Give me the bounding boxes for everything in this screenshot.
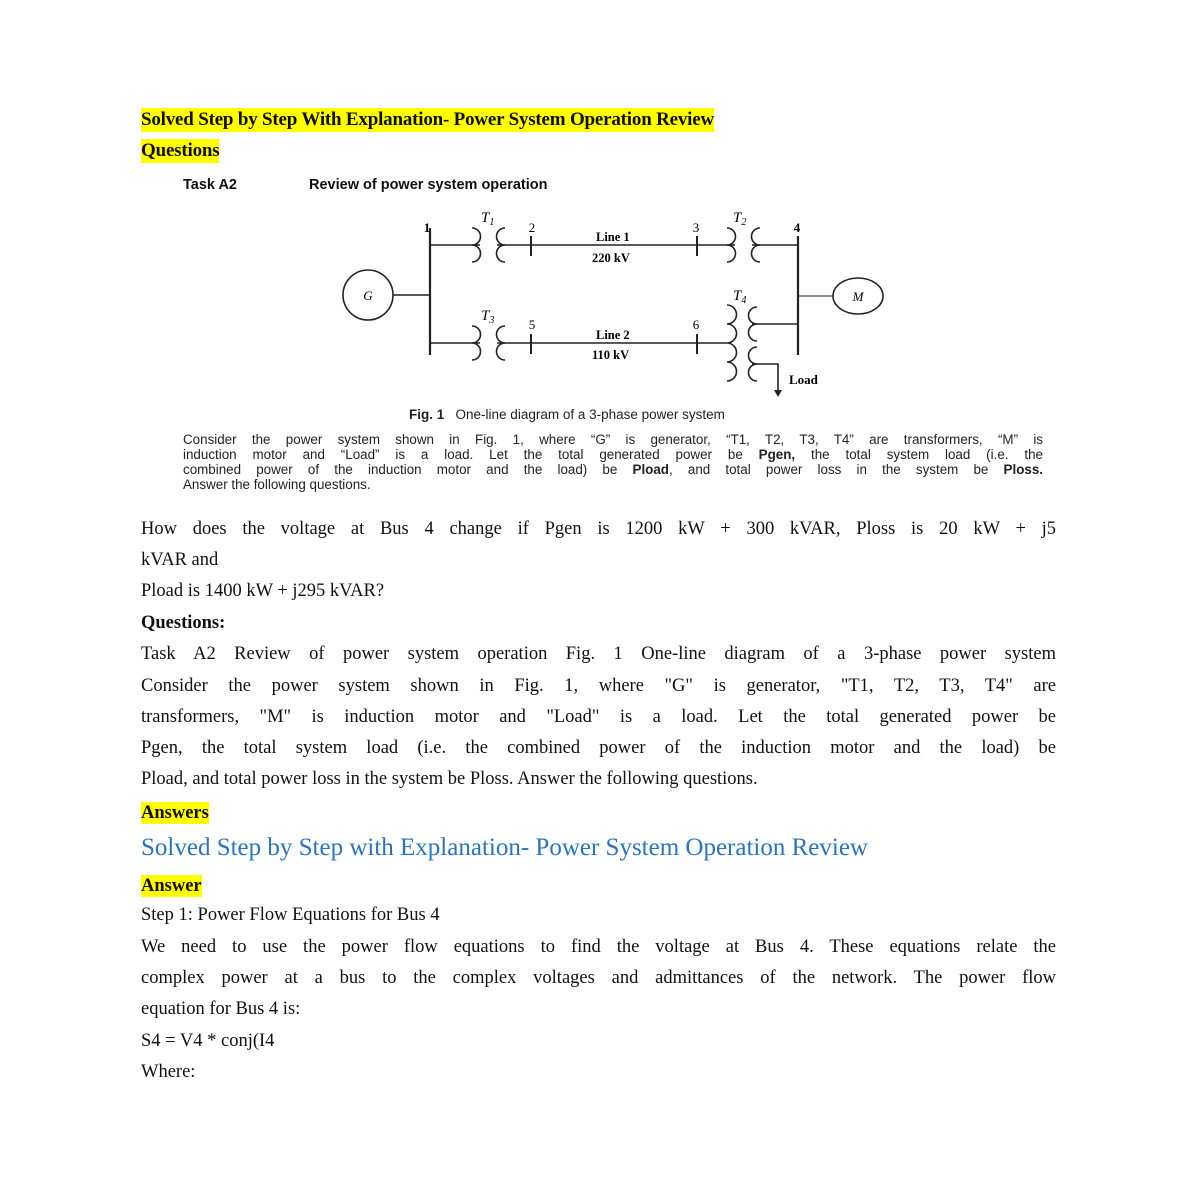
one-line-diagram bbox=[0, 0, 1200, 410]
ploss-term: Ploss. bbox=[1003, 462, 1043, 477]
bus-5-label: 5 bbox=[528, 317, 536, 332]
t3-label: $T_3$ bbox=[481, 308, 495, 326]
figure-description-line-2: induction motor and “Load” is a load. Let the total generated power be Pgen, the total system load (i.e. the bbox=[183, 447, 1043, 462]
answers-blue-heading: Solved Step by Step with Explanation- Power System Operation Review bbox=[141, 834, 868, 861]
bus-1-label: 1 bbox=[423, 220, 431, 235]
question-line-1: How does the voltage at Bus 4 change if Pgen is 1200 kW + 300 kVAR, Ploss is 20 kW + j5 bbox=[141, 519, 1056, 539]
transformer-t4-symbol bbox=[727, 305, 757, 381]
question-body-line-3: transformers, "M" is induction motor and "Load" is a load. Let the total generated power be bbox=[141, 707, 1056, 727]
motor-label: M bbox=[852, 289, 864, 304]
question-body-line-4: Pgen, the total system load (i.e. the combined power of the induction motor and the load) be bbox=[141, 738, 1056, 758]
bus-4-label: 4 bbox=[793, 220, 801, 235]
answers-label: Answers bbox=[141, 803, 209, 823]
task-title: Review of power system operation bbox=[309, 177, 548, 193]
question-body-line-5: Pload, and total power loss in the system be Ploss. Answer the following questions. bbox=[141, 769, 758, 789]
line-1-name: Line 1 bbox=[596, 230, 630, 244]
figure-description-line-1: Consider the power system shown in Fig. 1, where “G” is generator, “T1, T2, T3, T4” are transformers, “M” is bbox=[183, 432, 1043, 447]
questions-subheading: Questions: bbox=[141, 613, 226, 633]
step-1-line-3: equation for Bus 4 is: bbox=[141, 999, 301, 1019]
bus-2-label: 2 bbox=[528, 220, 536, 235]
step-1-line-2: complex power at a bus to the complex voltages and admittances of the network. The power flow bbox=[141, 968, 1056, 988]
pgen-term: Pgen, bbox=[758, 447, 796, 462]
question-body-line-1: Task A2 Review of power system operation Fig. 1 One-line diagram of a 3-phase power system bbox=[141, 644, 1056, 664]
power-flow-equation: S4 = V4 * conj(I4 bbox=[141, 1031, 275, 1051]
document-title: Solved Step by Step With Explanation- Power System Operation Review bbox=[141, 109, 714, 130]
figure-description-line-4: Answer the following questions. bbox=[183, 477, 371, 492]
line-2-name: Line 2 bbox=[596, 328, 630, 342]
pload-term: Pload bbox=[632, 462, 669, 477]
load-arrow-icon bbox=[774, 390, 782, 397]
figure-description-line-3: combined power of the induction motor and the load) be Pload, and total power loss in the system be Ploss. bbox=[183, 462, 1043, 477]
step-1-title: Step 1: Power Flow Equations for Bus 4 bbox=[141, 905, 440, 925]
bus-6-label: 6 bbox=[692, 317, 700, 332]
step-1-line-1: We need to use the power flow equations to find the voltage at Bus 4. These equations relate the bbox=[141, 937, 1056, 957]
question-line-3: Pload is 1400 kW + j295 kVAR? bbox=[141, 581, 385, 601]
t1-label: $T_1$ bbox=[481, 210, 495, 228]
line-2-voltage: 110 kV bbox=[592, 348, 630, 362]
figure-caption-label: Fig. 1 bbox=[409, 407, 445, 422]
answer-label: Answer bbox=[141, 876, 202, 896]
question-body-line-2: Consider the power system shown in Fig. 1, where "G" is generator, "T1, T2, T3, T4" are bbox=[141, 676, 1056, 696]
figure-caption bbox=[409, 407, 725, 422]
generator-label: G bbox=[363, 288, 373, 303]
t4-label: $T_4$ bbox=[733, 288, 747, 306]
questions-heading: Questions bbox=[141, 140, 220, 161]
t2-label: $T_2$ bbox=[733, 210, 747, 228]
load-connection bbox=[752, 364, 778, 392]
where-label: Where: bbox=[141, 1062, 196, 1082]
question-line-2: kVAR and bbox=[141, 550, 219, 570]
line-1-voltage: 220 kV bbox=[592, 251, 630, 265]
figure-caption-text: One-line diagram of a 3-phase power system bbox=[455, 407, 725, 422]
load-label: Load bbox=[789, 372, 818, 387]
task-label: Task A2 bbox=[183, 177, 237, 193]
bus-3-label: 3 bbox=[692, 220, 700, 235]
